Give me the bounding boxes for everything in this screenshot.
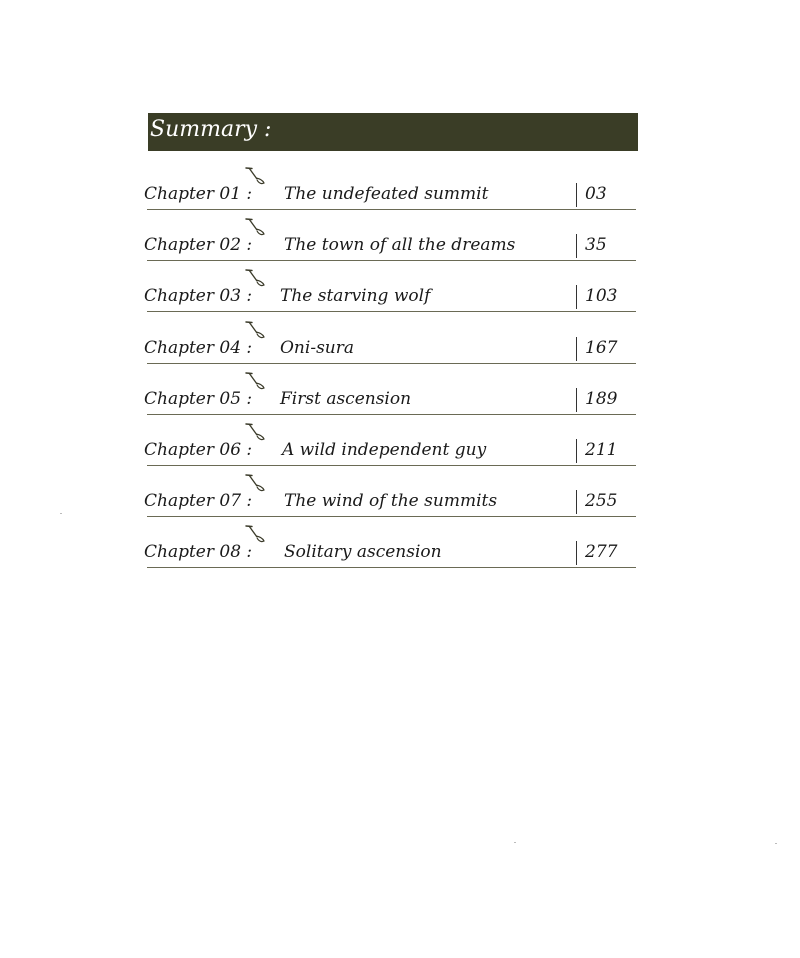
page-number: 03 [585,184,607,204]
ice-axe-icon [242,371,268,391]
ice-axe-icon [242,268,268,288]
chapter-title: A wild independent guy [282,440,487,460]
page-separator [576,183,577,207]
page-separator [576,234,577,258]
toc-row-chapter-05[interactable] [144,375,636,415]
row-divider [147,516,636,517]
chapter-title: The starving wolf [280,286,431,306]
chapter-label: Chapter 01 : [144,184,253,204]
summary-title: Summary : [150,117,272,142]
page-number: 211 [585,440,618,460]
toc-row-chapter-02[interactable] [144,221,636,261]
ice-axe-icon [242,422,268,442]
row-divider [147,209,636,210]
ice-axe-icon [242,524,268,544]
ice-axe-icon [242,320,268,340]
chapter-label: Chapter 04 : [144,338,253,358]
page-separator [576,337,577,361]
page-number: 35 [585,235,607,255]
page-separator [576,490,577,514]
row-divider [147,414,636,415]
page-separator [576,388,577,412]
ice-axe-icon [242,473,268,493]
row-divider [147,260,636,261]
toc-row-chapter-06[interactable] [144,426,636,466]
scan-speck [514,842,516,843]
chapter-label: Chapter 05 : [144,389,253,409]
toc-row-chapter-04[interactable] [144,324,636,364]
scan-speck [775,843,777,844]
chapter-title: The undefeated summit [284,184,489,204]
row-divider [147,363,636,364]
chapter-label: Chapter 07 : [144,491,253,511]
chapter-title: Oni-sura [280,338,355,358]
toc-row-chapter-01[interactable] [144,170,636,210]
chapter-title: The wind of the summits [284,491,498,511]
page-number: 255 [585,491,618,511]
page-number: 103 [585,286,618,306]
chapter-title: Solitary ascension [284,542,442,562]
chapter-label: Chapter 06 : [144,440,253,460]
ice-axe-icon [242,217,268,237]
row-divider [147,567,636,568]
row-divider [147,465,636,466]
page-separator [576,439,577,463]
page-number: 277 [585,542,618,562]
chapter-label: Chapter 03 : [144,286,253,306]
chapter-label: Chapter 02 : [144,235,253,255]
chapter-title: First ascension [280,389,412,409]
toc-row-chapter-03[interactable] [144,272,636,312]
row-divider [147,311,636,312]
page-number: 189 [585,389,618,409]
page-separator [576,541,577,565]
chapter-label: Chapter 08 : [144,542,253,562]
toc-row-chapter-08[interactable] [144,528,636,568]
toc-row-chapter-07[interactable] [144,477,636,517]
ice-axe-icon [242,166,268,186]
scan-speck [60,513,62,514]
page-separator [576,285,577,309]
page-number: 167 [585,338,618,358]
chapter-title: The town of all the dreams [284,235,516,255]
